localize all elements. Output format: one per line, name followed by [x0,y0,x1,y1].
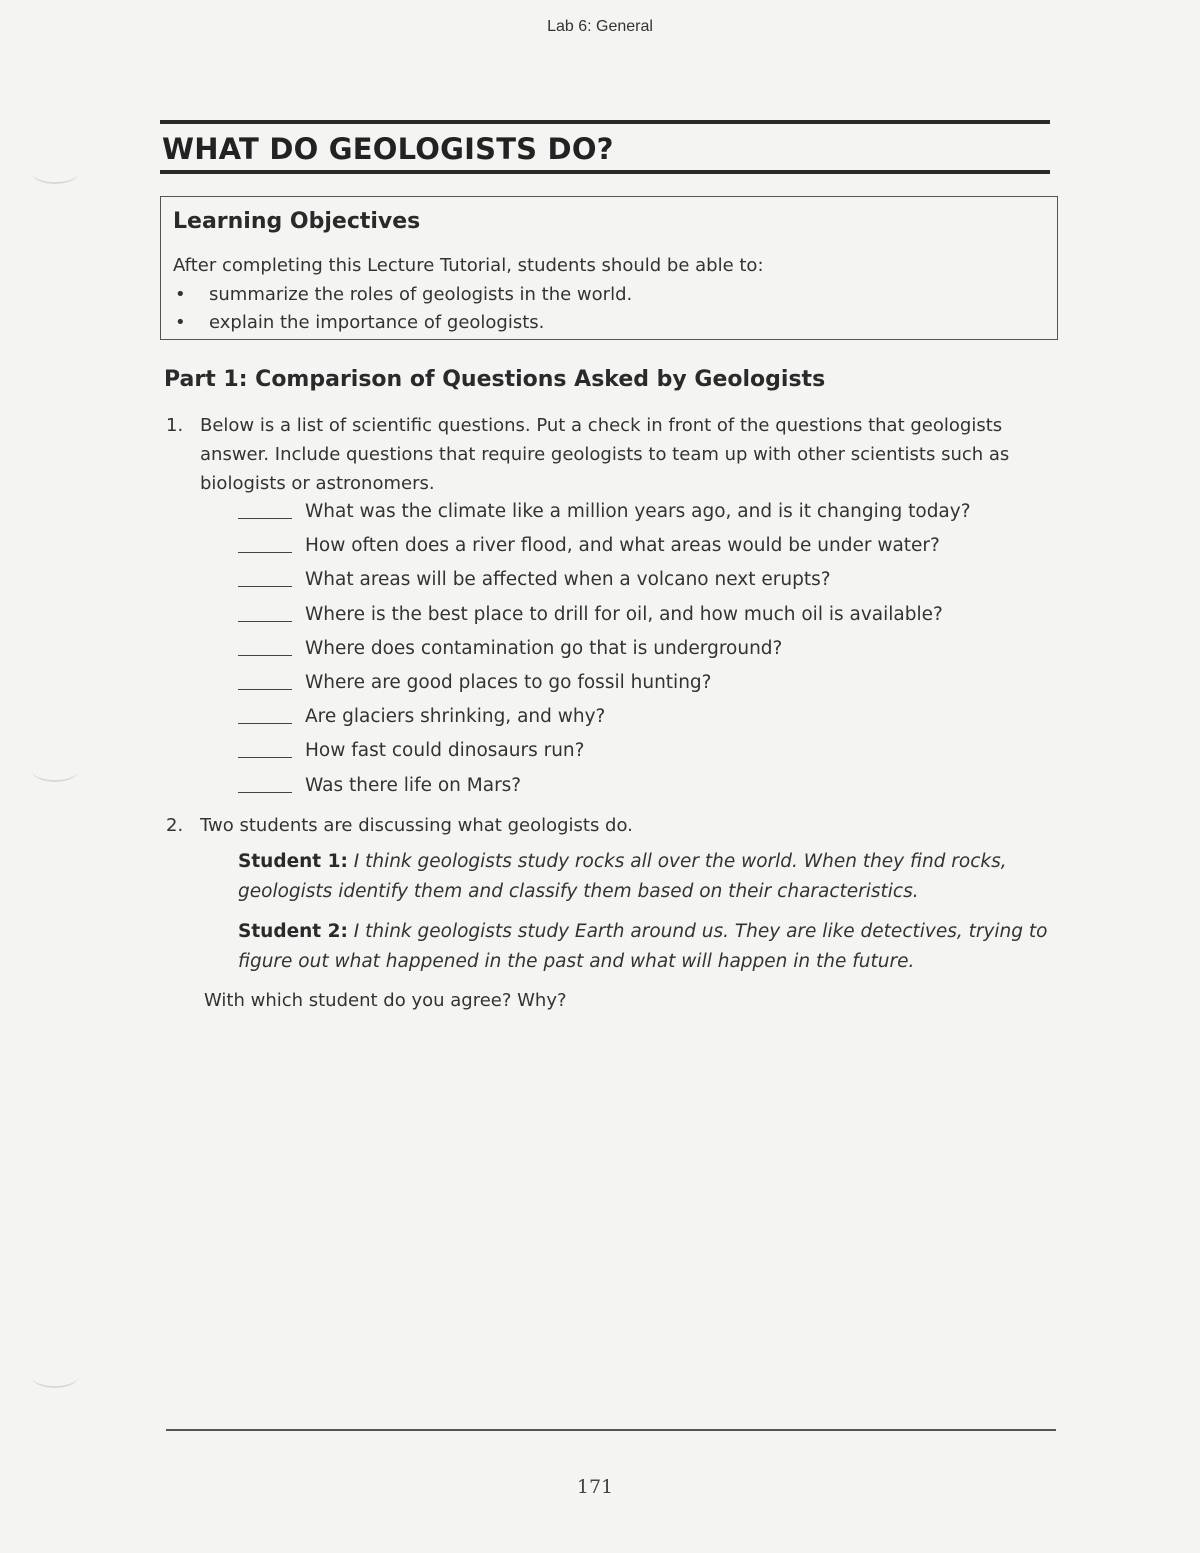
checklist-question: Where does contamination go that is underground? [305,637,783,659]
question-2-number: 2. [166,815,184,836]
check-blank[interactable] [238,566,292,587]
question-1-text: Below is a list of scientific questions. Put a check in front of the questions that geologists answer. Include questions that require geologists to team up with other scientists such as biologists or astronomers. [200,415,1010,494]
agree-prompt: With which student do you agree? Why? [204,990,567,1011]
objective-item [173,283,632,311]
checklist-question: Where are good places to go fossil hunting? [305,671,712,693]
checklist-question: What areas will be affected when a volcano next erupts? [305,569,831,591]
check-blank[interactable] [238,532,292,553]
checklist-item [238,635,971,669]
page-title: WHAT DO GEOLOGISTS DO? [162,132,614,166]
student-2-label: Student 2: [238,921,348,942]
check-blank[interactable] [238,498,292,519]
learning-objectives-list [173,283,632,339]
check-blank[interactable] [238,635,292,656]
student-2-statement [238,917,1058,977]
title-rule-top [160,120,1050,124]
part1-heading: Part 1: Comparison of Questions Asked by Geologists [164,367,826,392]
punch-hole-mark-middle [32,760,78,782]
question-2-text: Two students are discussing what geologists do. [200,815,633,836]
checklist-question: Was there life on Mars? [305,774,522,796]
question-1 [166,411,1036,498]
checklist-question: How often does a river flood, and what areas would be under water? [305,535,940,557]
checklist-item [238,566,971,600]
checklist-question: Are glaciers shrinking, and why? [305,706,606,728]
checklist-question: How fast could dinosaurs run? [305,740,585,762]
question-2 [166,811,1046,840]
bullet-icon: • [175,312,186,333]
checklist-item [238,498,971,532]
learning-objectives-box [160,196,1058,340]
check-blank[interactable] [238,669,292,690]
checklist-question: Where is the best place to drill for oil, and how much oil is available? [305,603,943,625]
learning-objectives-intro: After completing this Lecture Tutorial, students should be able to: [173,255,764,276]
checklist-item [238,737,971,771]
student-2-quote: I think geologists study Earth around us. They are like detectives, trying to figure out what happened in the past and what will happen in the future. [238,921,1048,972]
bullet-icon: • [175,284,186,305]
checklist-item [238,601,971,635]
objective-item [173,311,632,339]
checklist-item [238,703,971,737]
checklist-question: What was the climate like a million years ago, and is it changing today? [305,501,971,522]
objective-text: summarize the roles of geologists in the world. [209,284,633,305]
checklist-item [238,669,971,703]
learning-objectives-heading: Learning Objectives [173,209,421,234]
question-checklist [238,498,971,806]
punch-hole-mark-top [32,162,78,184]
punch-hole-mark-bottom [32,1366,78,1388]
student-1-label: Student 1: [238,851,348,872]
objective-text: explain the importance of geologists. [209,312,545,333]
check-blank[interactable] [238,601,292,622]
student-1-quote: I think geologists study rocks all over the world. When they find rocks, geologists identify them and classify them based on their characteristics. [238,851,1007,902]
title-rule-bottom [160,170,1050,174]
student-1-statement [238,847,1058,907]
checklist-item [238,532,971,566]
checklist-item [238,772,971,806]
question-1-number: 1. [166,415,184,436]
lab-header: Lab 6: General [547,18,653,35]
check-blank[interactable] [238,703,292,724]
footer-rule [166,1429,1056,1431]
check-blank[interactable] [238,772,292,793]
check-blank[interactable] [238,737,292,758]
page-number: 171 [576,1476,614,1498]
